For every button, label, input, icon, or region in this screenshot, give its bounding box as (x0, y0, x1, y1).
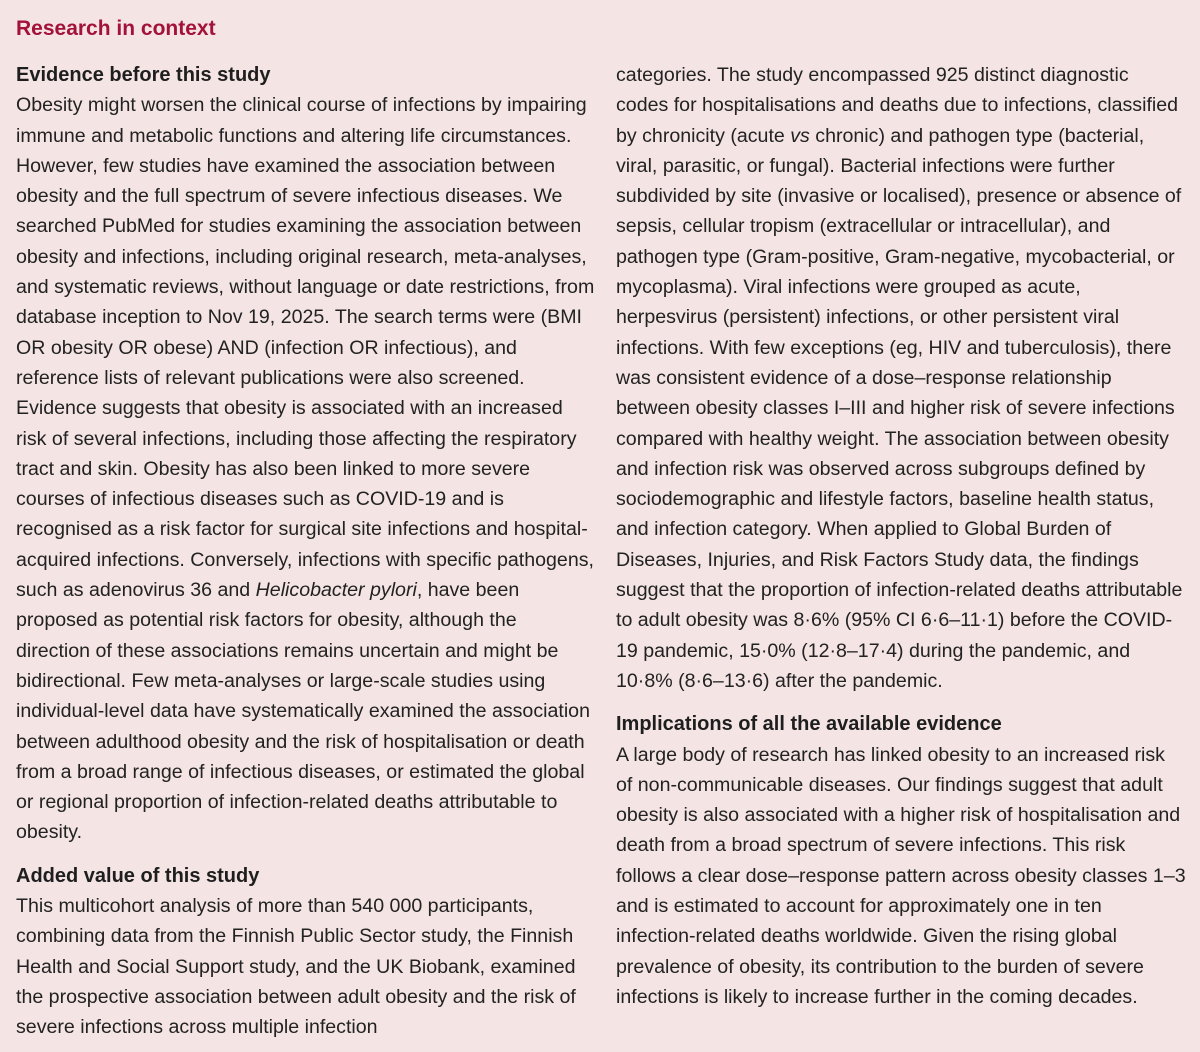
added-value-text-left (16, 891, 596, 1042)
vs-term: vs (790, 124, 810, 147)
added-value-heading: Added value of this study (16, 864, 260, 887)
evidence-before-text (16, 90, 596, 847)
evidence-before-text-part2: , have been proposed as potential risk factors for obesity, although the direction of these associations remains uncertain and might be bidirectional. Few meta-analyses or large-scale studies using individual-level data have systematically examined the association between adulthood obesity and the risk of hospitalisation or death from a broad range of infectious diseases, or estimated the global or regional proportion of infection-related deaths attributable to obesity. (16, 579, 590, 844)
added-value-text-part1: This multicohort analysis of more than 540 000 participants, combining data from the Finnish Public Sector study, the Finnish Health and Social Support study, and the UK Biobank, examined the prospective association between adult obesity and the risk of severe infections across multiple infection (16, 895, 576, 1039)
helicobacter-term: Helicobacter pylori (255, 579, 417, 602)
right-column (616, 60, 1186, 1012)
section-gap (16, 848, 596, 861)
evidence-before-text-part1: Obesity might worsen the clinical course of infections by impairing immune and metabolic functions and altering life circumstances. However, few studies have examined the association between obesity and the full spectrum of severe infectious diseases. We searched PubMed for studies examining the association between obesity and infections, including original research, meta-analyses, and systematic reviews, without language or date restrictions, from database inception to Nov 19, 2025. The search terms were (BMI OR obesity OR obese) AND (infection OR infectious), and reference lists of relevant publications were also screened. Evidence suggests that obesity is associated with an increased risk of several infections, including those affecting the respiratory tract and skin. Obesity has also been linked to more severe courses of infectious diseases such as COVID-19 and is recognised as a risk factor for surgical site infections and hospital-acquired infections. Conversely, infections with specific pathogens, such as adenovirus 36 and (16, 94, 595, 602)
evidence-before-heading: Evidence before this study (16, 64, 271, 86)
panel-title: Research in context (16, 17, 216, 40)
added-value-text-right (616, 60, 1186, 696)
implications-text: A large body of research has linked obesity to an increased risk of non-communicable diseases. Our findings suggest that adult obesity is also associated with a higher risk of hospitalisation and death from a broad spectrum of severe infections. This risk follows a clear dose–response pattern across obesity classes 1–3 and is estimated to account for approximately one in ten infection-related deaths worldwide. Given the rising global prevalence of obesity, its contribution to the burden of severe infections is likely to increase further in the coming decades. (616, 743, 1186, 1008)
section-gap (616, 696, 1186, 709)
left-column (16, 60, 596, 1043)
added-value-text-part2: chronic) and pathogen type (bacterial, viral, parasitic, or fungal). Bacterial infections were further subdivided by site (invasive or localised), presence or absence of sepsis, cellular tropism (extracellular or intracellular), and pathogen type (Gram-positive, Gram-negative, mycobacterial, or mycoplasma). Viral infections were grouped as acute, herpesvirus (persistent) infections, or other persistent viral infections. With few exceptions (eg, HIV and tuberculosis), there was consistent evidence of a dose–response relationship between obesity classes I–III and higher risk of severe infections compared with healthy weight. The association between obesity and infection risk was observed across subgroups defined by sociodemographic and lifestyle factors, baseline health status, and infection category. When applied to Global Burden of Diseases, Injuries, and Risk Factors Study data, the findings suggest that the proportion of infection-related deaths attributable to adult obesity was 8·6% (95% CI 6·6–11·1) before the COVID-19 pandemic, 15·0% (12·8–17·4) during the pandemic, and 10·8% (8·6–13·6) after the pandemic. (616, 124, 1183, 692)
added-value-text-continued: categories. The study encompassed 925 distinct diagnostic codes for hospitalisations and deaths due to infections, classified by chronicity (acute (616, 64, 1179, 147)
implications-heading: Implications of all the available evidence (616, 713, 1002, 736)
